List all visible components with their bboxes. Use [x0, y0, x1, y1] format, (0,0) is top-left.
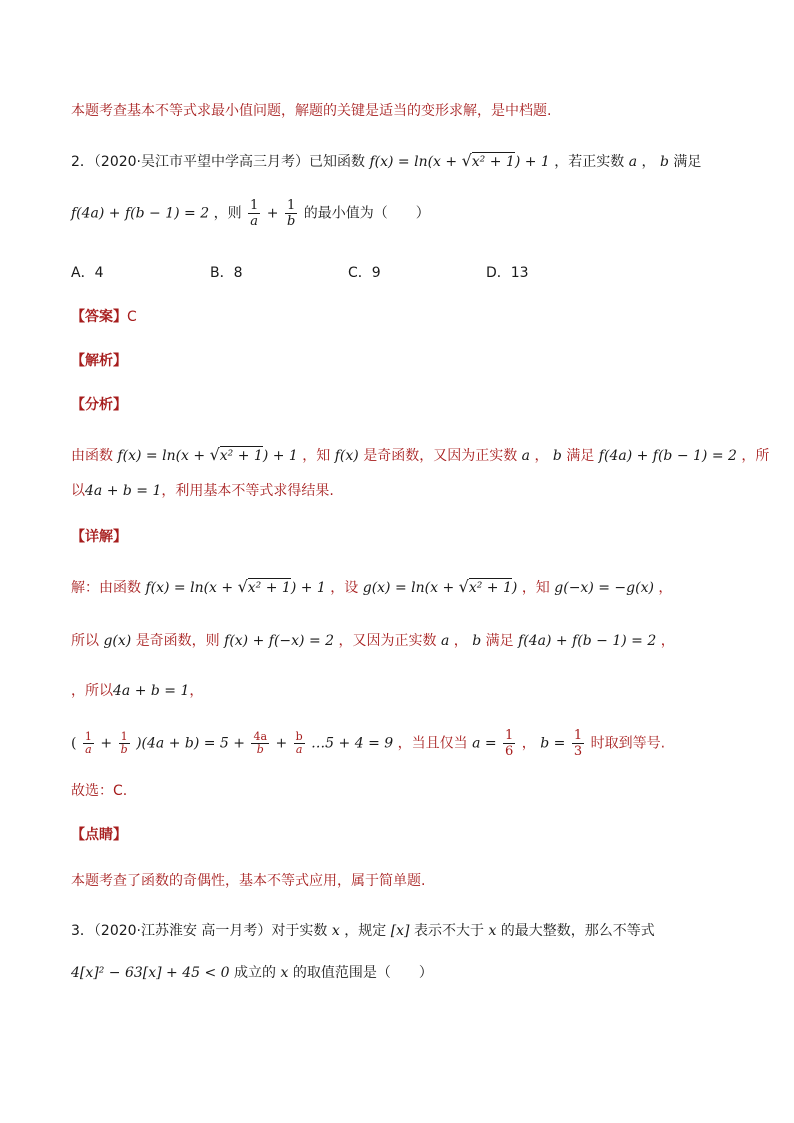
xiangjie-label: 【详解】	[71, 529, 127, 545]
answer-line: 【答案】C	[71, 309, 137, 325]
condition-equation: f(4a) + f(b − 1) = 2	[71, 205, 210, 222]
function-definition: f(x) = ln(x + √x² + 1) + 1	[117, 445, 298, 464]
question-3-stem-line-2: 4[x]² − 63[x] + 45 < 0 成立的 x 的取值范围是（ ）	[71, 965, 433, 981]
choice-b: B．8	[210, 265, 243, 281]
dianjing-text: 本题考查了函数的奇偶性，基本不等式应用，属于简单题.	[71, 873, 426, 889]
fenxi-line-2: 以4a + b = 1，利用基本不等式求得结果.	[71, 483, 334, 499]
function-definition: f(x) = ln(x + √x² + 1) + 1	[369, 151, 550, 170]
question-2-stem-line-1: 2．（2020·吴江市平望中学高三月考）已知函数 f(x) = ln(x + √x² + 1) + 1 ，若正实数 a ， b 满足	[71, 151, 702, 170]
xiangjie-line-1: 解：由函数 f(x) = ln(x + √x² + 1) + 1 ，设 g(x) = ln(x + √x² + 1) ，知 g(−x) = −g(x) ，	[71, 577, 673, 596]
fraction-one-over-a: $\frac{1}{a}$	[250, 198, 259, 229]
fenxi-line-1: 由函数 f(x) = ln(x + √x² + 1) + 1 ，知 f(x) 是奇函数，又因为正实数 a ， b 满足 f(4a) + f(b − 1) = 2 ，所	[71, 445, 770, 464]
dianjing-label: 【点睛】	[71, 827, 127, 843]
xiangjie-line-4: ( $\frac{1}{a}$ + $\frac{1}{b}$ )(4a + b) = 5 + $\frac{4a}{b}$ + $\frac{b}{a}$ …5 + 4 = 9 ，当且仅当 a = $\frac{1}{6}$ ， b = $\frac{1}{3}$ 时取到等号.	[71, 728, 666, 759]
choice-d: D．13	[486, 265, 529, 281]
xiangjie-line-3: ，所以4a + b = 1，	[71, 683, 204, 699]
question-3-stem-line-1: 3．（2020·江苏淮安 高一月考）对于实数 x ，规定 [x] 表示不大于 x 的最大整数，那么不等式	[71, 923, 655, 939]
fraction-one-over-b: $\frac{1}{b}$	[286, 198, 296, 229]
xiangjie-line-2: 所以 g(x) 是奇函数，则 f(x) + f(−x) = 2 ，又因为正实数 a ， b 满足 f(4a) + f(b − 1) = 2 ，	[71, 633, 675, 649]
fenxi-label: 【分析】	[71, 397, 127, 413]
choice-a: A．4	[71, 265, 104, 281]
question-2-stem-line-2: f(4a) + f(b − 1) = 2 ，则 $\frac{1}{a}$ + $\frac{1}{b}$ 的最小值为（ ）	[71, 198, 430, 229]
choice-c: C．9	[348, 265, 381, 281]
choose-line: 故选：C.	[71, 783, 128, 799]
analysis-label: 【解析】	[71, 353, 127, 369]
previous-solution-summary: 本题考查基本不等式求最小值问题，解题的关键是适当的变形求解，是中档题.	[71, 103, 552, 119]
